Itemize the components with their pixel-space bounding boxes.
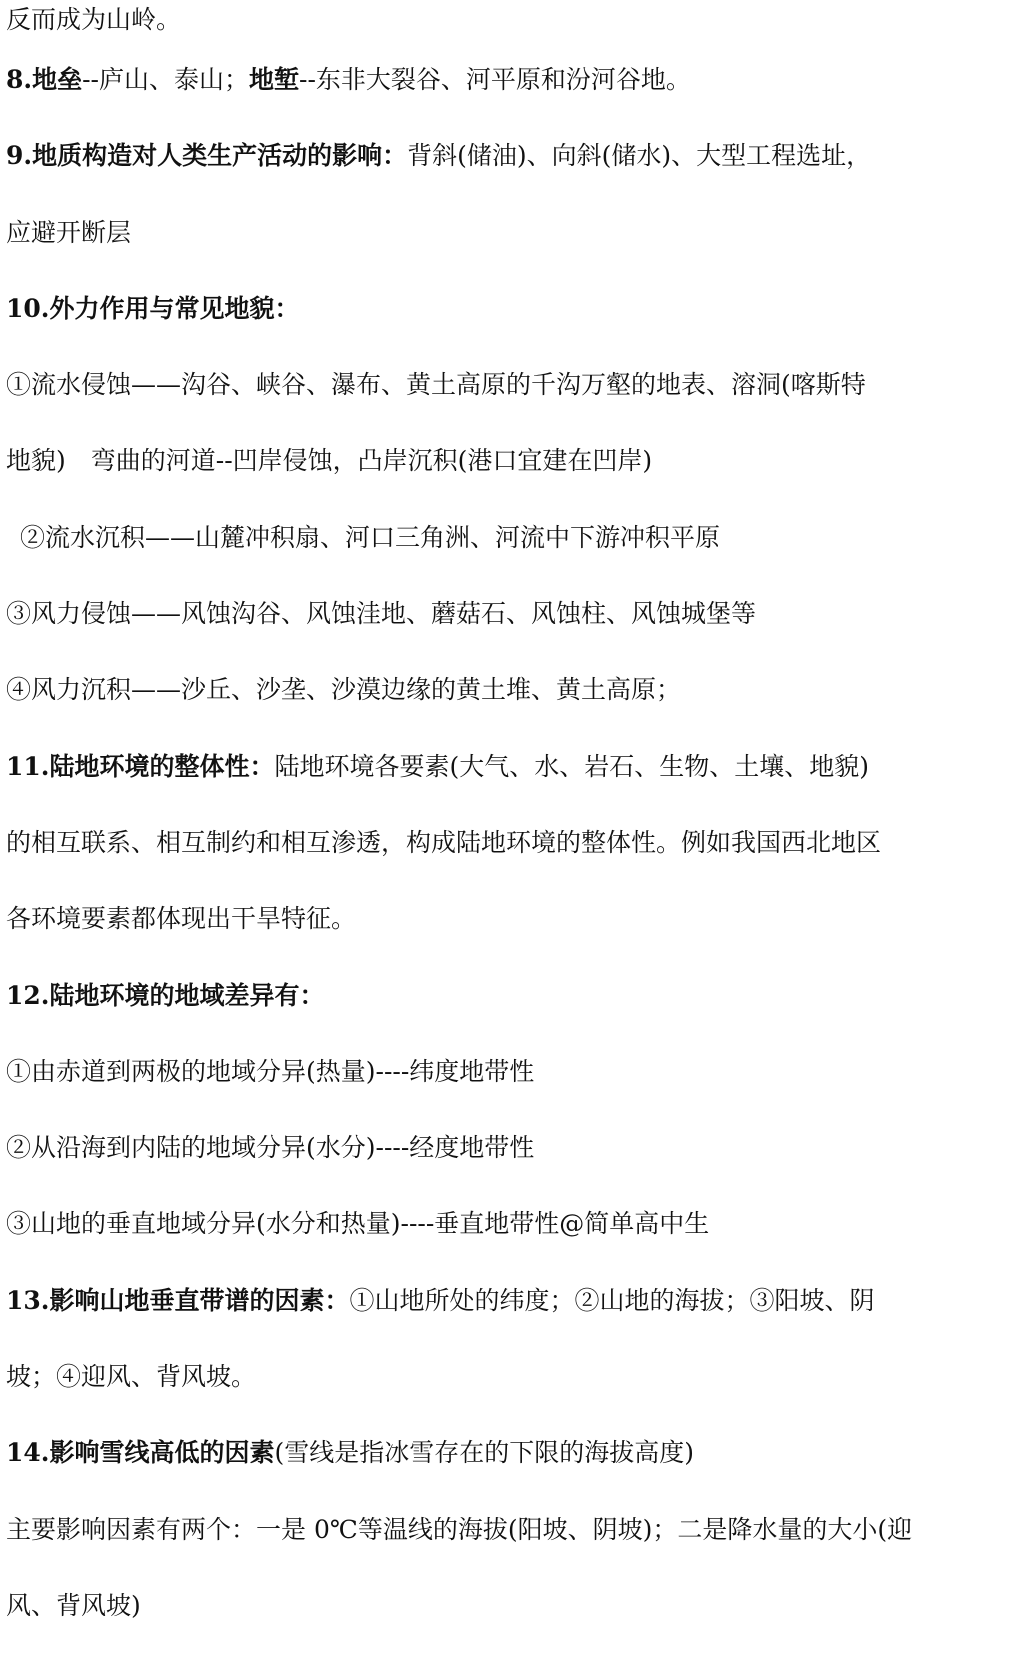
- text-line-19: 坡；④迎风、背风坡。: [6, 1362, 257, 1392]
- text-line-20: 14.影响雪线高低的因素(雪线是指冰雪存在的下限的海拔高度): [6, 1438, 695, 1468]
- text-line-4: 应避开断层: [6, 217, 132, 247]
- text-line-3: 9.地质构造对人类生产活动的影响：背斜(储油)、向斜(储水)、大型工程选址，: [6, 141, 872, 171]
- text-line-8: ②流水沉积——山麓冲积扇、河口三角洲、河流中下游冲积平原: [20, 522, 721, 552]
- text-line-22: 风、背风坡): [6, 1590, 141, 1620]
- text-line-7: 地貌) 弯曲的河道--凹岸侵蚀，凸岸沉积(港口宜建在凹岸): [6, 446, 653, 476]
- text-line-6: ①流水侵蚀——沟谷、峡谷、瀑布、黄土高原的千沟万壑的地表、溶洞(喀斯特: [6, 370, 866, 400]
- text-line-12: 的相互联系、相互制约和相互渗透，构成陆地环境的整体性。例如我国西北地区: [6, 827, 882, 857]
- text-line-10: ④风力沉积——沙丘、沙垄、沙漠边缘的黄土堆、黄土高原；: [6, 675, 682, 705]
- text-line-11: 11.陆地环境的整体性：陆地环境各要素(大气、水、岩石、生物、土壤、地貌): [6, 751, 870, 781]
- text-line-15: ①由赤道到两极的地域分异(热量)----纬度地带性: [6, 1056, 535, 1086]
- section-heading-10: 10.外力作用与常见地貌：: [6, 293, 300, 323]
- text-line-21: 主要影响因素有两个：一是 0℃等温线的海拔(阳坡、阴坡)；二是降水量的大小(迎: [6, 1514, 913, 1544]
- text-line-16: ②从沿海到内陆的地域分异(水分)----经度地带性: [6, 1133, 535, 1163]
- text-line-13: 各环境要素都体现出干旱特征。: [6, 904, 357, 934]
- text-line-1: 反而成为山岭。: [6, 5, 182, 34]
- text-line-2: 8.地垒--庐山、泰山；地堑--东非大裂谷、河平原和汾河谷地。: [6, 65, 691, 94]
- section-heading-12: 12.陆地环境的地域差异有：: [6, 980, 325, 1010]
- text-line-18: 13.影响山地垂直带谱的因素：①山地所处的纬度；②山地的海拔；③阳坡、阴: [6, 1285, 875, 1315]
- text-line-17: ③山地的垂直地域分异(水分和热量)----垂直地带性@简单高中生: [6, 1209, 710, 1239]
- text-line-9: ③风力侵蚀——风蚀沟谷、风蚀洼地、蘑菇石、风蚀柱、风蚀城堡等: [6, 599, 757, 629]
